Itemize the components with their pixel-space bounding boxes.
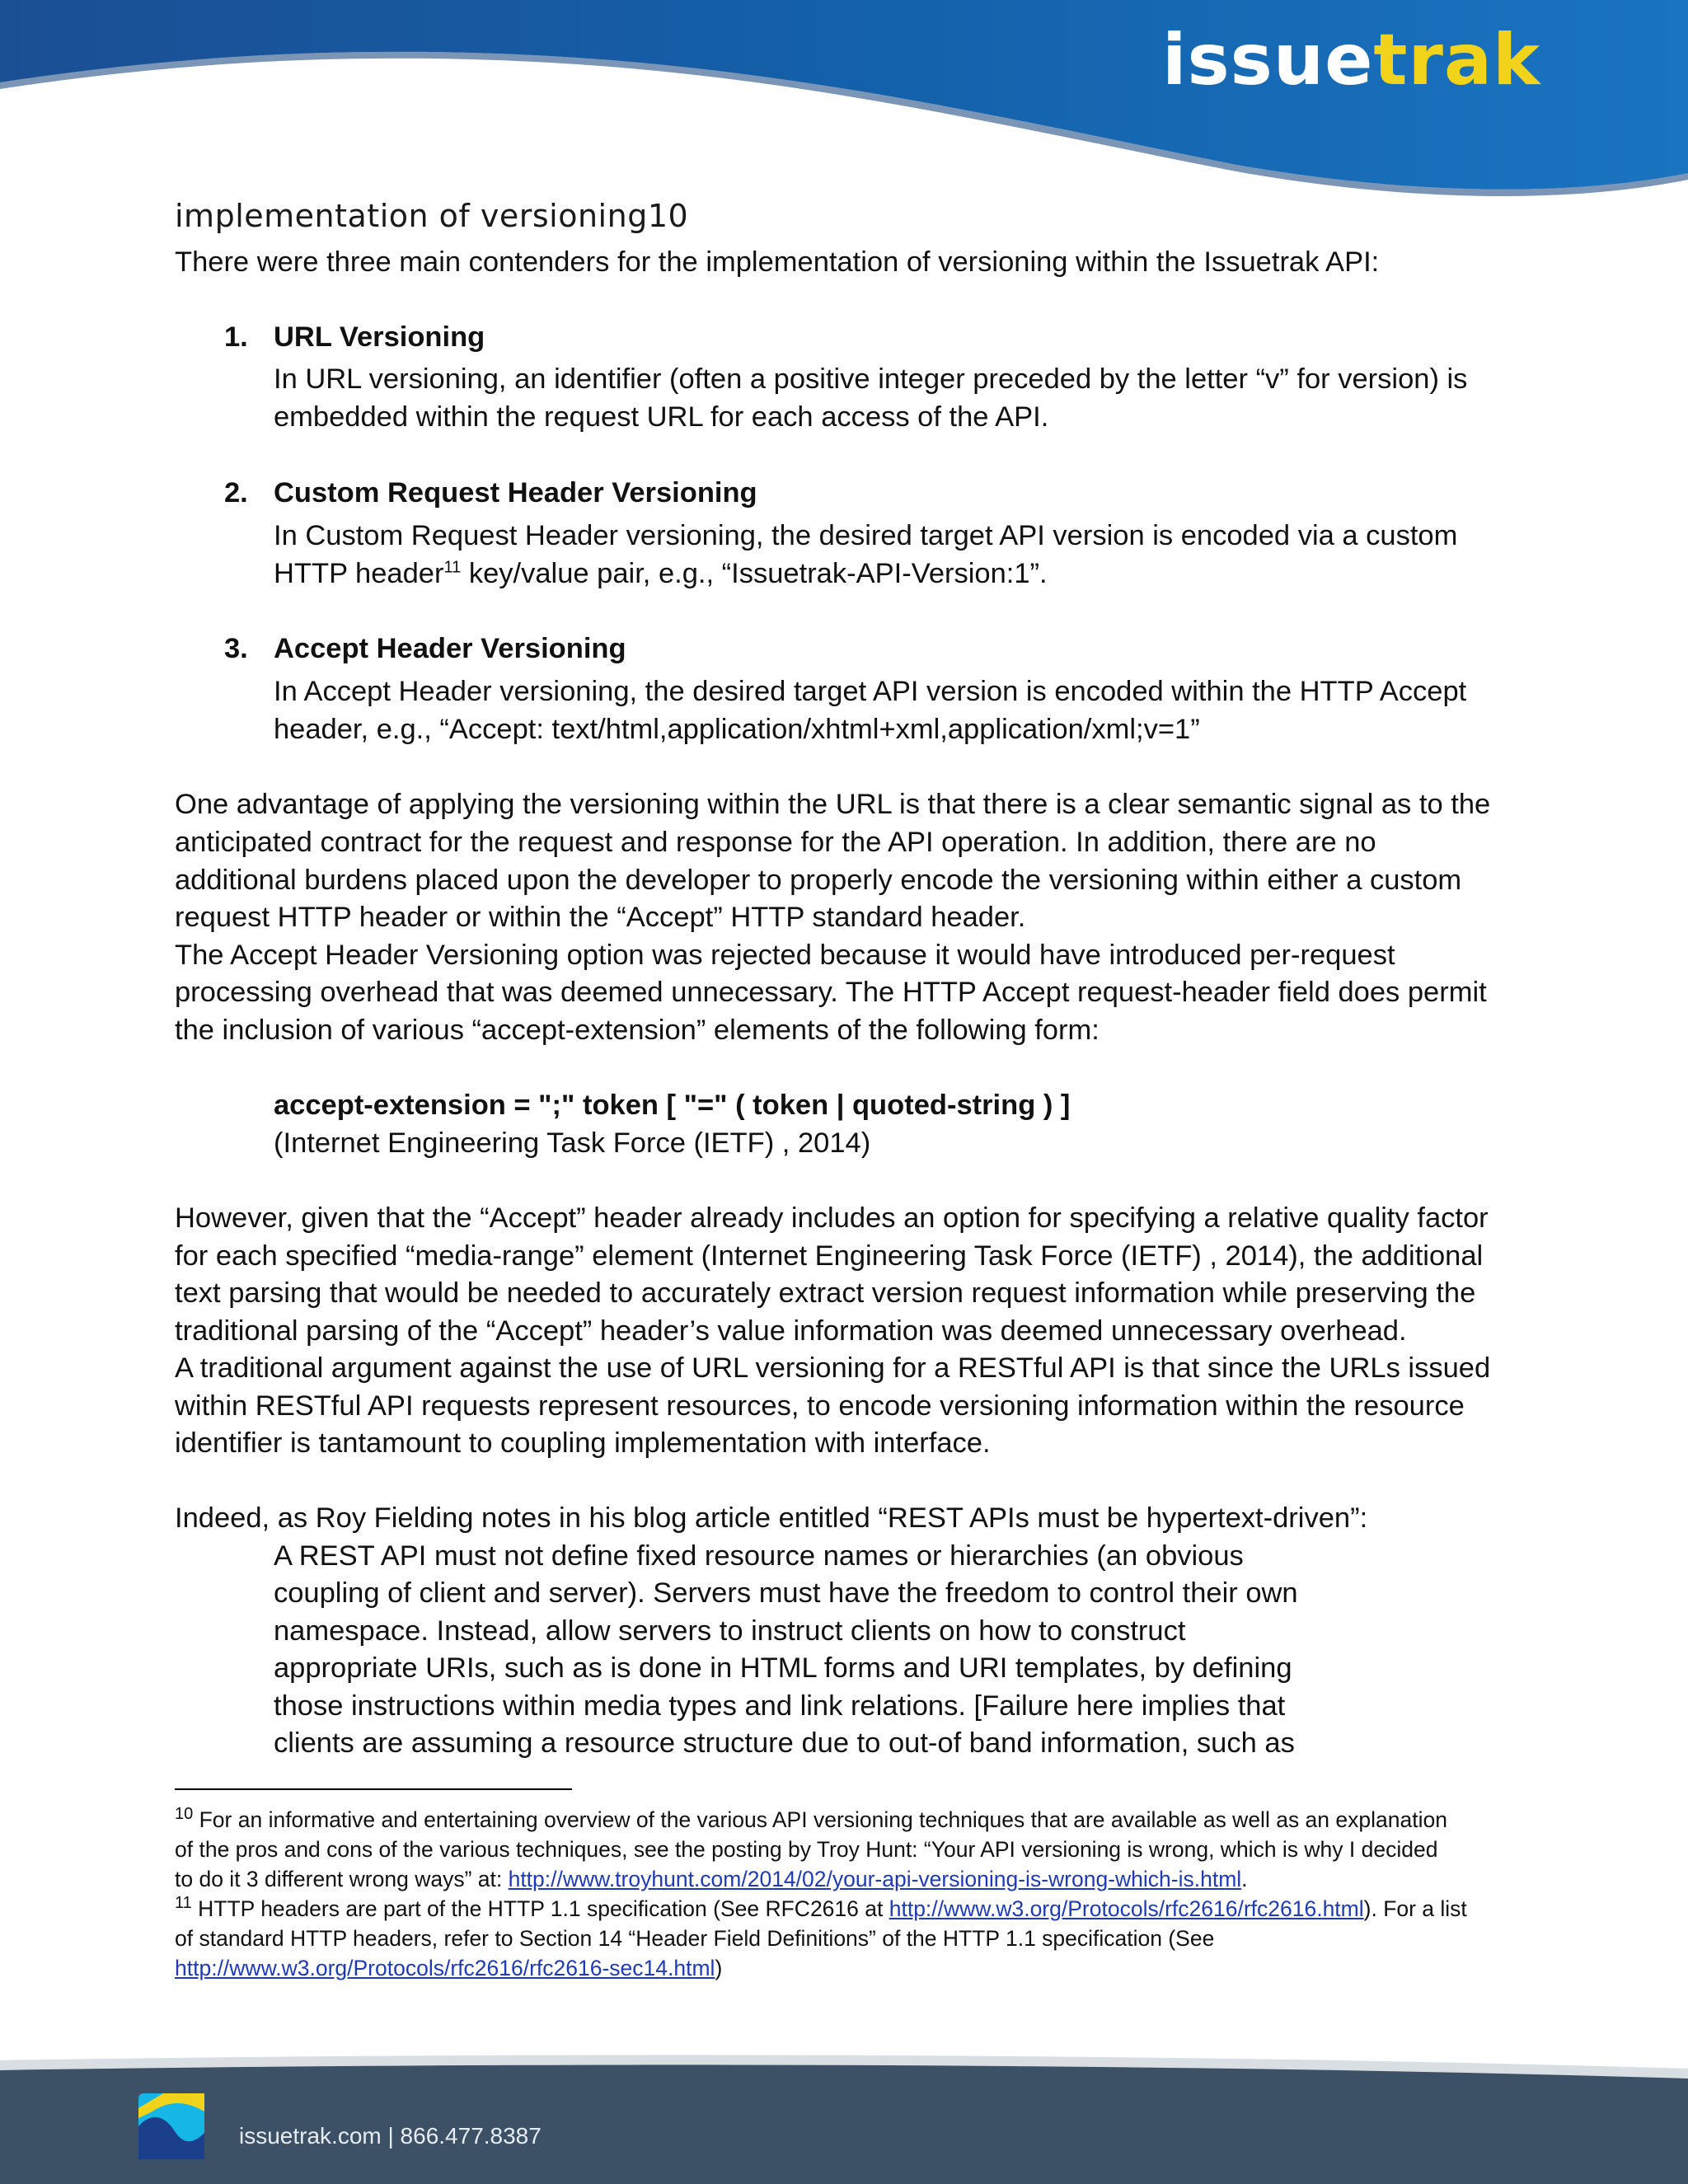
fielding-intro: Indeed, as Roy Fielding notes in his blog article entitled “REST APIs must be hypertext-driven”: xyxy=(175,1502,1368,1534)
accept-extension-grammar: accept-extension = ";" token [ "=" ( token | quoted-string ) ] xyxy=(274,1090,1071,1121)
paragraph-line: The Accept Header Versioning option was rejected because it would have introduced per-request xyxy=(175,940,1395,971)
quote-line: those instructions within media types and link relations. [Failure here implies that xyxy=(274,1690,1286,1722)
paragraph-line: One advantage of applying the versioning within the URL is that there is a clear semantic signal as to the xyxy=(175,789,1491,820)
footnote-mark-11: 11 xyxy=(175,1894,192,1913)
footnote-10-line3 xyxy=(175,1864,1535,1894)
list-item-3-line1: In Accept Header versioning, the desired target API version is encoded within the HTTP Accept xyxy=(274,676,1467,707)
list-number-2: 2. xyxy=(224,477,248,509)
footnote-10-line2: of the pros and cons of the various techniques, see the posting by Troy Hunt: “Your API versioning is wrong, which is why I decided xyxy=(175,1837,1438,1862)
paragraph-line: identifier is tantamount to coupling implementation with interface. xyxy=(175,1427,991,1459)
list-item-2-line2b: key/value pair, e.g., “Issuetrak-API-Version:1”. xyxy=(461,558,1048,589)
footnote-text: . xyxy=(1241,1867,1248,1891)
list-item-2-line2a: HTTP header xyxy=(274,558,444,589)
paragraph-line: additional burdens placed upon the developer to properly encode the versioning within either a custom xyxy=(175,865,1462,896)
footer-banner xyxy=(0,2052,1688,2184)
footnote-11-line2: of standard HTTP headers, refer to Section 14 “Header Field Definitions” of the HTTP 1.1 specification (See xyxy=(175,1926,1215,1951)
footnote-text: to do it 3 different wrong ways” at: xyxy=(175,1867,509,1891)
issuetrak-logo[interactable] xyxy=(1162,19,1541,101)
quote-line: appropriate URIs, such as is done in HTML forms and URI templates, by defining xyxy=(274,1652,1292,1684)
footnote-11-line3 xyxy=(175,1953,1535,1983)
list-heading-url-versioning: URL Versioning xyxy=(274,321,485,353)
list-number-1: 1. xyxy=(224,321,248,353)
section-title: implementation of versioning10 xyxy=(175,198,689,234)
rfc2616-link[interactable]: http://www.w3.org/Protocols/rfc2616/rfc2616.html xyxy=(889,1896,1364,1921)
list-item-1-line1: In URL versioning, an identifier (often a positive integer preceded by the letter “v” for version) is xyxy=(274,363,1468,395)
footnote-text: HTTP headers are part of the HTTP 1.1 specification (See RFC2616 at xyxy=(191,1896,889,1921)
list-item-3-line2: header, e.g., “Accept: text/html,application/xhtml+xml,application/xml;v=1” xyxy=(274,714,1200,745)
logo-trak-text: trak xyxy=(1373,19,1541,101)
footnote-text: ) xyxy=(715,1956,723,1980)
logo-issue-text: issue xyxy=(1162,19,1374,101)
footnote-divider xyxy=(175,1788,572,1790)
footnote-mark-10: 10 xyxy=(175,1805,194,1824)
list-item-2-line2 xyxy=(274,555,1526,593)
quote-line: coupling of client and server). Servers must have the freedom to control their own xyxy=(274,1577,1298,1609)
rfc2616-sec14-link[interactable]: http://www.w3.org/Protocols/rfc2616/rfc2616-sec14.html xyxy=(175,1956,715,1980)
list-item-2-line1: In Custom Request Header versioning, the desired target API version is encoded via a custom xyxy=(274,520,1458,551)
paragraph-line: within RESTful API requests represent resources, to encode versioning information within the resource xyxy=(175,1390,1465,1422)
paragraph-line: request HTTP header or within the “Accept” HTTP standard header. xyxy=(175,902,1026,933)
quote-line: A REST API must not define fixed resource names or hierarchies (an obvious xyxy=(274,1540,1244,1572)
paragraph-line: for each specified “media-range” element (Internet Engineering Task Force (IETF) , 2014), the additional xyxy=(175,1240,1484,1272)
paragraph-line: the inclusion of various “accept-extension” elements of the following form: xyxy=(175,1015,1100,1046)
list-number-3: 3. xyxy=(224,633,248,664)
paragraph-line: anticipated contract for the request and response for the API operation. In addition, there are no xyxy=(175,827,1376,858)
footnote-11-line1 xyxy=(175,1894,1535,1924)
quote-line: clients are assuming a resource structure due to out-of band information, such as xyxy=(274,1727,1295,1759)
paragraph-line: However, given that the “Accept” header already includes an option for specifying a relative quality factor xyxy=(175,1202,1489,1234)
footnote-ref-11[interactable]: 11 xyxy=(443,558,462,577)
footnote-10-line1 xyxy=(175,1805,1535,1835)
paragraph-line: A traditional argument against the use of URL versioning for a RESTful API is that since the URLs issued xyxy=(175,1352,1491,1384)
troyhunt-link[interactable]: http://www.troyhunt.com/2014/02/your-api-versioning-is-wrong-which-is.html xyxy=(508,1867,1242,1891)
list-heading-custom-header: Custom Request Header Versioning xyxy=(274,477,757,509)
footnote-text: ). For a list xyxy=(1363,1896,1467,1921)
issuetrak-icon[interactable] xyxy=(138,2093,204,2159)
paragraph-line: processing overhead that was deemed unnecessary. The HTTP Accept request-header field does permit xyxy=(175,977,1487,1008)
list-heading-accept-header: Accept Header Versioning xyxy=(274,633,626,664)
paragraph-line: text parsing that would be needed to accurately extract version request information while preserving the xyxy=(175,1277,1476,1309)
footnote-text: For an informative and entertaining overview of the various API versioning techniques that are available as well as an explanation xyxy=(193,1807,1447,1832)
list-item-1-line2: embedded within the request URL for each access of the API. xyxy=(274,401,1049,433)
paragraph-line: traditional parsing of the “Accept” header’s value information was deemed unnecessary overhead. xyxy=(175,1315,1407,1347)
intro-paragraph: There were three main contenders for the implementation of versioning within the Issuetrak API: xyxy=(175,246,1380,278)
quote-line: namespace. Instead, allow servers to instruct clients on how to construct xyxy=(274,1615,1186,1647)
grammar-citation: (Internet Engineering Task Force (IETF) , 2014) xyxy=(274,1127,871,1159)
footer-contact: issuetrak.com | 866.477.8387 xyxy=(239,2123,542,2149)
